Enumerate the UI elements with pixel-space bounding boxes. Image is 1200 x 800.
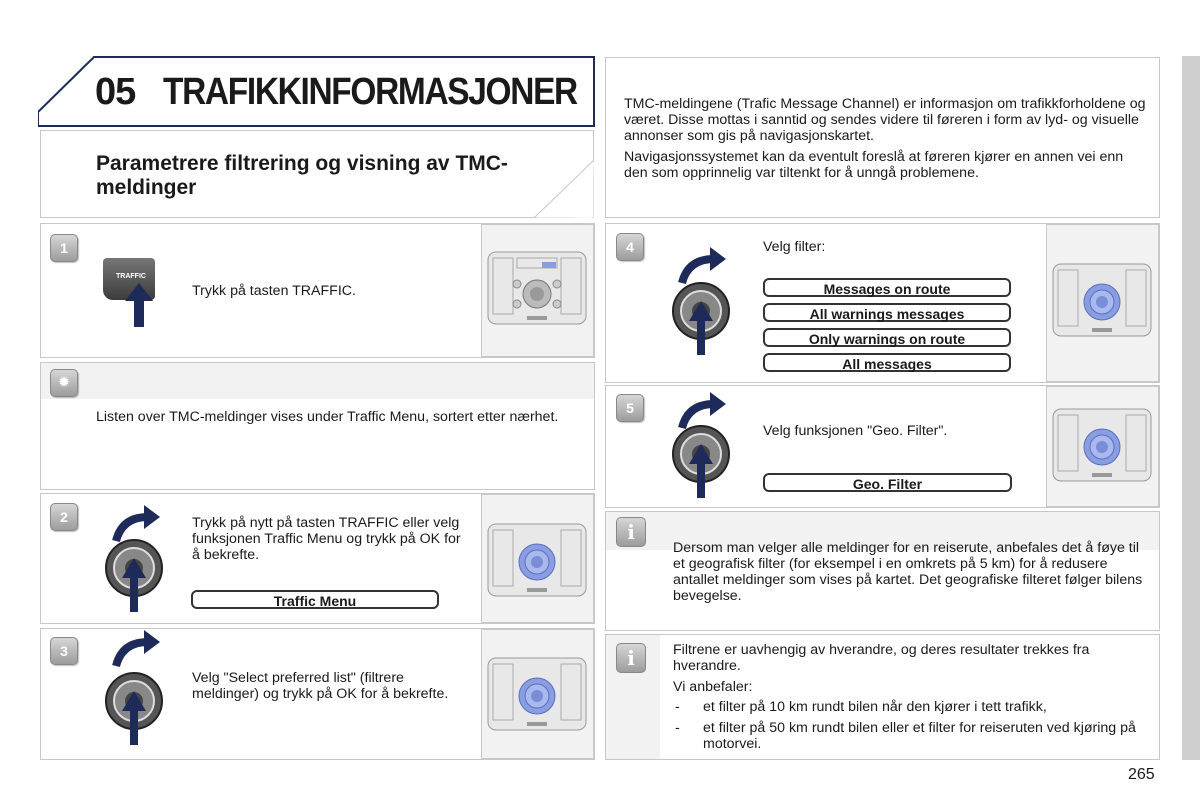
filter-option-messages-on-route[interactable]: Messages on route: [763, 278, 1011, 297]
tip-text: Listen over TMC-meldinger vises under Traffic Menu, sortert etter nærhet.: [96, 409, 559, 425]
step-2-text: Trykk på nytt på tasten TRAFFIC eller velg funksjonen Traffic Menu og trykk på OK for å bekrefte.: [192, 515, 461, 563]
traffic-menu-option[interactable]: Traffic Menu: [191, 590, 439, 609]
step-4-number: 4: [616, 233, 644, 261]
rotate-arrow-icon: [112, 630, 162, 670]
step-2-number: 2: [50, 503, 78, 531]
info-2-bullet-1: et filter på 10 km rundt bilen når den kjører i tett trafikk,: [703, 699, 1047, 715]
info-2-bullet-2: et filter på 50 km rundt bilen eller et filter for reiseruten ved kjøring på motorvei.: [703, 720, 1136, 752]
bullet-marker: -: [675, 720, 680, 736]
step-1-text: Trykk på tasten TRAFFIC.: [192, 283, 356, 299]
info-icon: i: [616, 643, 646, 673]
step-4-text: Velg filter:: [763, 239, 826, 255]
control-knob-icon: [671, 424, 731, 500]
radio-panel-image: [1052, 407, 1152, 487]
lightbulb-icon: ✹: [50, 369, 78, 397]
chapter-number: 05: [95, 71, 136, 113]
filter-option-all-messages[interactable]: All messages: [763, 353, 1011, 372]
step-1-number: 1: [50, 234, 78, 262]
info-2-recommend: Vi anbefaler:: [673, 679, 753, 695]
page-subtitle: Parametrere filtrering og visning av TMC-meldinger: [96, 152, 508, 199]
bullet-marker: -: [675, 699, 680, 715]
step-3-number: 3: [50, 637, 78, 665]
tip-header-bar: [41, 363, 594, 399]
radio-panel-image: [487, 522, 587, 602]
page-edge-tab: [1182, 56, 1200, 760]
step-5-text: Velg funksjonen "Geo. Filter".: [763, 423, 948, 439]
intro-paragraph-1: TMC-meldingene (Trafic Message Channel) er informasjon om trafikkforholdene og været. Disse mottas i sanntid og sendes videre til føreren i form av lyd- og visuelle annonser som gis på navigasjonskartet.: [624, 96, 1146, 144]
step-3-text: Velg "Select preferred list" (filtrere meldinger) og trykk på OK for å bekrefte.: [192, 670, 449, 702]
page-number: 265: [1128, 766, 1155, 783]
radio-panel-image: [487, 656, 587, 736]
control-knob-icon: [104, 538, 164, 614]
radio-panel-image: [487, 250, 587, 330]
step-5-number: 5: [616, 394, 644, 422]
intro-paragraph-2: Navigasjonssystemet kan da eventult foreslå at føreren kjører en annen vei enn den som opprinnelig var tiltenkt for å unngå problemene.: [624, 149, 1124, 181]
geo-filter-option[interactable]: Geo. Filter: [763, 473, 1012, 492]
filter-option-only-warnings-on-route[interactable]: Only warnings on route: [763, 328, 1011, 347]
press-arrow-icon: [125, 283, 153, 327]
chapter-title: TRAFIKKINFORMASJONER: [163, 71, 577, 113]
control-knob-icon: [104, 671, 164, 747]
control-knob-icon: [671, 281, 731, 357]
info-2-text: Filtrene er uavhengig av hverandre, og deres resultater trekkes fra hverandre.: [673, 642, 1090, 674]
radio-panel-image: [1052, 262, 1152, 342]
info-icon: i: [616, 517, 646, 547]
info-1-text: Dersom man velger alle meldinger for en reiserute, anbefales det å føye til et geografisk filter (for eksempel i en omkrets på 5 km) for å redusere antallet meldinger som vises på kartet. Det geografiske filteret følger bilens bevegelse.: [673, 540, 1143, 604]
filter-option-all-warnings-messages[interactable]: All warnings messages: [763, 303, 1011, 322]
traffic-button-label: TRAFFIC: [116, 273, 146, 280]
